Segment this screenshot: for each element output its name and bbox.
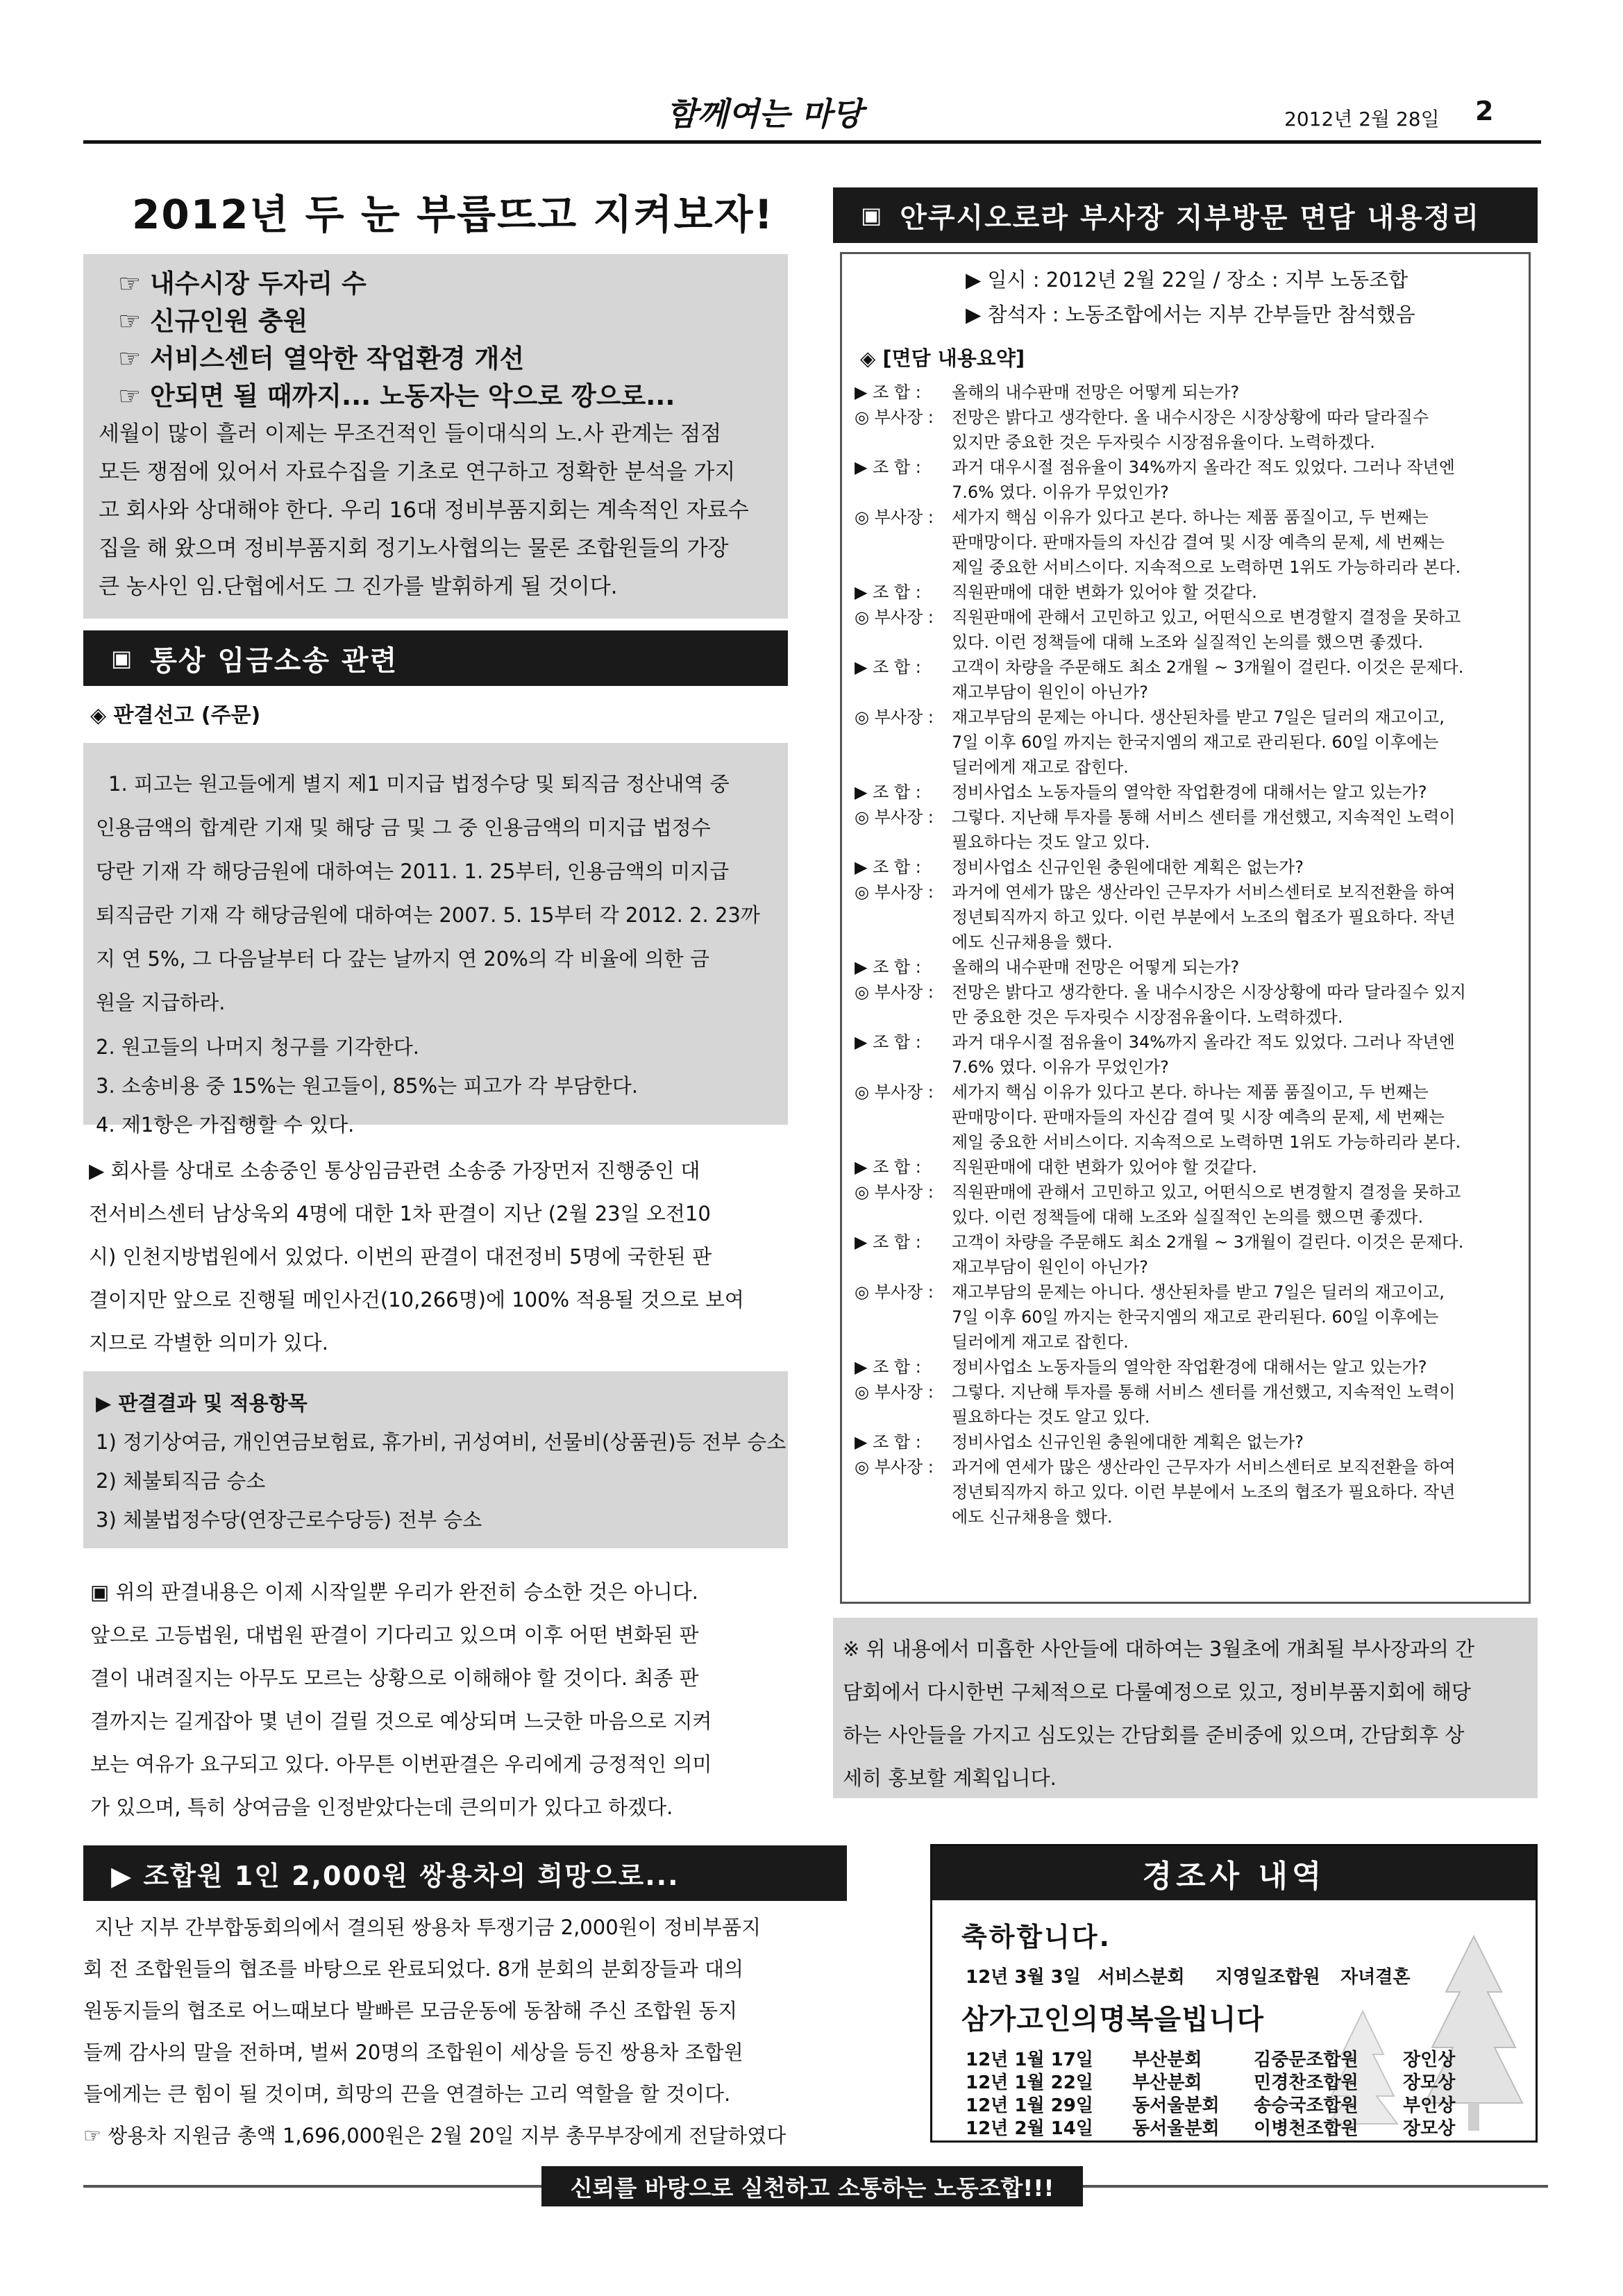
condolence-row xyxy=(966,2091,1455,2117)
event-date: 12년 1월 29일 xyxy=(966,2095,1093,2116)
qa-text xyxy=(952,655,1516,705)
goal-item: ☞ 안되면 될 때까지... 노동자는 악으로 깡으로... xyxy=(118,381,675,411)
qa-text xyxy=(952,380,1516,405)
qa-speaker: ▶ 조 합 : xyxy=(855,1232,921,1252)
event-type: 부인상 xyxy=(1403,2095,1456,2116)
qa-line: 에도 신규채용을 했다. xyxy=(952,932,1113,952)
qa-speaker: ▶ 조 합 : xyxy=(855,1157,921,1177)
event-date: 12년 2월 14일 xyxy=(966,2118,1093,2139)
text-line: 지므로 각별한 의미가 있다. xyxy=(89,1331,329,1355)
qa-text xyxy=(952,705,1516,780)
section-title: 통상 임금소송 관련 xyxy=(150,644,398,677)
qa-line: 정비사업소 노동자들의 열악한 작업환경에 대해서는 알고 있는가? xyxy=(952,1357,1427,1377)
qa-text xyxy=(952,980,1516,1030)
events-title: 경조사 내역 xyxy=(932,1846,1536,1900)
qa-text xyxy=(952,1455,1516,1530)
qa-text xyxy=(952,605,1516,655)
qa-line: 올해의 내수판매 전망은 어떻게 되는가? xyxy=(952,957,1240,977)
qa-text xyxy=(952,1355,1516,1380)
qa-line: 재고부담이 원인이 아닌가? xyxy=(952,682,1149,702)
qa-line: 7.6% 였다. 이유가 무었인가? xyxy=(952,483,1169,502)
qa-line: 고객이 차량을 주문해도 최소 2개월 ~ 3개월이 걸린다. 이것은 문제다. xyxy=(952,1232,1464,1252)
qa-speaker: ◎ 부사장 : xyxy=(855,1382,934,1402)
qa-line: 만 중요한 것은 두자릿수 시장점유율이다. 노력하겠다. xyxy=(952,1007,1343,1027)
qa-row xyxy=(855,1155,1516,1180)
interview-box xyxy=(840,252,1531,1604)
event-type: 장인상 xyxy=(1403,2050,1456,2070)
text-line: 시) 인천지방법원에서 있었다. 이번의 판결이 대전정비 5명에 국한된 판 xyxy=(89,1245,712,1268)
qa-text xyxy=(952,505,1516,580)
qa-text xyxy=(952,805,1516,855)
qa-speaker: ▶ 조 합 : xyxy=(855,857,921,877)
text-line: 결까지는 길게잡아 몇 년이 걸릴 것으로 예상되며 느긋한 마음으로 지켜 xyxy=(90,1709,712,1733)
text-line: 퇴직금란 기재 각 해당금원에 대하여는 2007. 5. 15부터 각 2012. 2. 23까 xyxy=(96,903,760,927)
events-box xyxy=(930,1844,1538,2143)
qa-line: 딜러에게 재고로 잡힌다. xyxy=(952,757,1129,777)
qa-speaker: ◎ 부사장 : xyxy=(855,1182,934,1202)
qa-row xyxy=(855,980,1516,1030)
qa-speaker: ▶ 조 합 : xyxy=(855,1032,921,1052)
congrats-row xyxy=(966,1963,1410,1988)
text-line: 가 있으며, 특히 상여금을 인정받았다는데 큰의미가 있다고 하겠다. xyxy=(90,1795,673,1819)
qa-line: 정비사업소 신규인원 충원에대한 계획은 없는가? xyxy=(952,1432,1304,1452)
text-line: 큰 농사인 임.단협에서도 그 진가를 발휘하게 될 것이다. xyxy=(99,574,618,599)
event-member: 지영일조합원 xyxy=(1216,1967,1320,1988)
qa-line: 그렇다. 지난해 투자를 통해 서비스 센터를 개선했고, 지속적인 노력이 xyxy=(952,807,1456,827)
text-line: 회 전 조합원들의 협조를 바탕으로 완료되었다. 8개 분회의 분회장들과 대의 xyxy=(83,1957,744,1981)
event-member: 김중문조합원 xyxy=(1254,2050,1359,2070)
qa-row xyxy=(855,505,1516,580)
qa-text xyxy=(952,1030,1516,1080)
qa-speaker: ◎ 부사장 : xyxy=(855,707,934,727)
qa-line: 정비사업소 노동자들의 열악한 작업환경에 대해서는 알고 있는가? xyxy=(952,782,1427,802)
judgment-box xyxy=(83,743,788,1137)
qa-speaker: ◎ 부사장 : xyxy=(855,1082,934,1102)
meta-line: ▶ 일시 : 2012년 2월 22일 / 장소 : 지부 노동조합 xyxy=(966,268,1408,292)
qa-row xyxy=(855,1430,1516,1455)
qa-row xyxy=(855,380,1516,405)
qa-speaker: ◎ 부사장 : xyxy=(855,508,934,527)
condolence-row xyxy=(966,2114,1455,2140)
qa-row xyxy=(855,705,1516,780)
qa-line: 세가지 핵심 이유가 있다고 본다. 하나는 제품 품질이고, 두 번째는 xyxy=(952,508,1429,527)
qa-text xyxy=(952,855,1516,880)
qa-line: 전망은 밝다고 생각한다. 올 내수시장은 시장상황에 따라 달라질수 있지 xyxy=(952,982,1466,1002)
qa-line: 제일 중요한 서비스이다. 지속적으로 노력하면 1위도 가능하리라 본다. xyxy=(952,558,1461,577)
qa-speaker: ◎ 부사장 : xyxy=(855,807,934,827)
text-line: 원을 지급하라. xyxy=(96,991,226,1014)
qa-row xyxy=(855,1230,1516,1280)
qa-speaker: ▶ 조 합 : xyxy=(855,583,921,602)
text-line: 인용금액의 합계란 기재 및 해당 금 및 그 중 인용금액의 미지급 법정수 xyxy=(96,816,711,839)
qa-line: 고객이 차량을 주문해도 최소 2개월 ~ 3개월이 걸린다. 이것은 문제다. xyxy=(952,657,1464,677)
goal-item: ☞ 서비스센터 열악한 작업환경 개선 xyxy=(118,344,525,374)
qa-line: 직원판매에 대한 변화가 있어야 할 것같다. xyxy=(952,583,1257,602)
event-type: 장모상 xyxy=(1403,2118,1456,2139)
qa-row xyxy=(855,1030,1516,1080)
footer-slogan: 신뢰를 바탕으로 실천하고 소통하는 노동조합!!! xyxy=(541,2166,1083,2206)
section-bar-ssangyong xyxy=(83,1845,847,1901)
event-member: 이병천조합원 xyxy=(1254,2118,1359,2139)
judgment-paragraph xyxy=(96,762,775,1025)
text-line: 전서비스센터 남상욱외 4명에 대한 1차 판결이 지난 (2월 23일 오전10 xyxy=(89,1202,711,1225)
condolence-row xyxy=(966,2068,1455,2094)
text-line: 앞으로 고등법원, 대법원 판결이 기다리고 있으며 이후 어떤 변화된 판 xyxy=(90,1623,699,1647)
qa-line: 재고부담이 원인이 아닌가? xyxy=(952,1257,1149,1277)
text-line: 하는 사안들을 가지고 심도있는 간담회를 준비중에 있으며, 간담회후 상 xyxy=(843,1723,1465,1747)
event-branch: 동서울분회 xyxy=(1132,2118,1220,2139)
text-line: ※ 위 내용에서 미흡한 사안들에 대하여는 3월초에 개최될 부사장과의 간 xyxy=(843,1637,1475,1661)
event-date: 12년 3월 3일 xyxy=(966,1967,1081,1988)
meta-line: ▶ 참석자 : 노동조합에서는 지부 간부들만 참석했음 xyxy=(966,303,1415,326)
text-line: 보는 여유가 요구되고 있다. 아무튼 이번판결은 우리에게 긍정적인 의미 xyxy=(90,1752,712,1776)
congrats-heading: 축하합니다. xyxy=(961,1922,1111,1952)
section-bar-interview xyxy=(833,187,1538,243)
issue-date: 2012년 2월 28일 xyxy=(1284,108,1440,131)
qa-line: 직원판매에 관해서 고민하고 있고, 어떤식으로 변경할지 결정을 못하고 xyxy=(952,607,1461,627)
qa-speaker: ▶ 조 합 : xyxy=(855,1432,921,1452)
text-line: 결이지만 앞으로 진행될 메인사건(10,266명)에 100% 적용될 것으로 보여 xyxy=(89,1288,744,1312)
condolence-row xyxy=(966,2045,1455,2071)
qa-line: 제일 중요한 서비스이다. 지속적으로 노력하면 1위도 가능하리라 본다. xyxy=(952,1132,1461,1152)
square-icon: ▣ xyxy=(861,202,884,228)
goals-box xyxy=(83,254,788,619)
goal-item: ☞ 내수시장 두자리 수 xyxy=(118,269,367,299)
qa-speaker: ▶ 조 합 : xyxy=(855,657,921,677)
text-line: 2. 원고들의 나머지 청구를 기각한다. xyxy=(96,1035,419,1059)
qa-line: 직원판매에 대한 변화가 있어야 할 것같다. xyxy=(952,1157,1257,1177)
result-box xyxy=(83,1371,788,1548)
qa-speaker: ◎ 부사장 : xyxy=(855,1457,934,1477)
qa-text xyxy=(952,1080,1516,1155)
qa-line: 있다. 이런 정책들에 대해 노조와 실질적인 논의를 했으면 좋겠다. xyxy=(952,1207,1424,1227)
qa-speaker: ◎ 부사장 : xyxy=(855,1282,934,1302)
section-bar-wage-lawsuit xyxy=(83,630,788,686)
text-line: 집을 해 왔으며 정비부품지회 정기노사협의는 물론 조합원들의 가장 xyxy=(99,536,729,561)
qa-line: 있지만 중요한 것은 두자릿수 시장점유율이다. 노력하겠다. xyxy=(952,433,1375,452)
qa-line: 판매망이다. 판매자들의 자신감 결여 및 시장 예측의 문제, 세 번째는 xyxy=(952,533,1445,552)
qa-text xyxy=(952,405,1516,455)
qa-text xyxy=(952,780,1516,805)
qa-speaker: ▶ 조 합 : xyxy=(855,957,921,977)
result-title: ▶ 판결결과 및 적용항목 xyxy=(96,1391,308,1415)
judgment-label: ◈ 판결선고 (주문) xyxy=(90,703,261,728)
result-item: 3) 체불법정수당(연장근로수당등) 전부 승소 xyxy=(96,1508,482,1532)
text-line: 들에게는 큰 힘이 될 것이며, 희망의 끈을 연결하는 고리 역할을 할 것이다. xyxy=(83,2082,731,2106)
text-line: 세월이 많이 흘러 이제는 무조건적인 들이대식의 노.사 관계는 점점 xyxy=(99,421,722,446)
qa-line: 전망은 밝다고 생각한다. 올 내수시장은 시장상황에 따라 달라질수 xyxy=(952,408,1429,427)
qa-text xyxy=(952,1180,1516,1230)
qa-line: 필요하다는 것도 알고 있다. xyxy=(952,832,1150,852)
intro-paragraph xyxy=(99,415,773,606)
text-line: 세히 홍보할 계획입니다. xyxy=(843,1766,1057,1790)
text-line: 담회에서 다시한번 구체적으로 다룰예정으로 있고, 정비부품지회에 해당 xyxy=(843,1680,1471,1704)
section-title: ▶ 조합원 1인 2,000원 쌍용차의 희망으로... xyxy=(111,1860,680,1891)
qa-line: 딜러에게 재고로 잡힌다. xyxy=(952,1332,1129,1352)
event-type: 장모상 xyxy=(1403,2072,1456,2093)
event-date: 12년 1월 17일 xyxy=(966,2050,1093,2070)
text-line: 지난 지부 간부합동회의에서 결의된 쌍용차 투쟁기금 2,000원이 정비부품지 xyxy=(94,1916,761,1939)
qa-speaker: ▶ 조 합 : xyxy=(855,1357,921,1377)
qa-line: 7.6% 였다. 이유가 무었인가? xyxy=(952,1057,1169,1077)
event-branch: 부산분회 xyxy=(1132,2050,1202,2070)
section-title: 안쿠시오로라 부사장 지부방문 면담 내용정리 xyxy=(900,201,1481,234)
text-line: ☞ 쌍용차 지원금 총액 1,696,000원은 2월 20일 지부 총무부장에게 전달하였다 xyxy=(83,2124,787,2147)
qa-row xyxy=(855,1080,1516,1155)
qa-text xyxy=(952,1430,1516,1455)
qa-line: 정년퇴직까지 하고 있다. 이런 부분에서 노조의 협조가 필요하다. 작년 xyxy=(952,907,1456,927)
qa-text xyxy=(952,455,1516,505)
text-line: 결이 내려질지는 아무도 모르는 상황으로 이해해야 할 것이다. 최종 판 xyxy=(90,1666,699,1690)
qa-row xyxy=(855,605,1516,655)
result-item: 1) 정기상여금, 개인연금보험료, 휴가비, 귀성여비, 선물비(상품권)등 전부 승소 xyxy=(96,1430,787,1454)
interview-note xyxy=(833,1618,1538,1798)
closing-paragraph xyxy=(90,1570,791,1829)
qa-line: 그렇다. 지난해 투자를 통해 서비스 센터를 개선했고, 지속적인 노력이 xyxy=(952,1382,1456,1402)
text-line: 모든 쟁점에 있어서 자료수집을 기초로 연구하고 정확한 분석을 가지 xyxy=(99,460,736,485)
qa-speaker: ◎ 부사장 : xyxy=(855,408,934,427)
qa-row xyxy=(855,1455,1516,1530)
qa-line: 과거 대우시절 점유율이 34%까지 올라간 적도 있었다. 그러나 작년엔 xyxy=(952,458,1455,477)
qa-text xyxy=(952,880,1516,955)
condolence-heading: 삼가고인의명복을빕니다 xyxy=(961,2004,1265,2036)
qa-line: 7일 이후 60일 까지는 한국지엠의 재고로 관리된다. 60일 이후에는 xyxy=(952,732,1439,752)
header-rule xyxy=(83,140,1541,144)
goal-item: ☞ 신규인원 충원 xyxy=(118,306,308,336)
text-line: 1. 피고는 원고들에게 별지 제1 미지급 법정수당 및 퇴직금 정산내역 중 xyxy=(108,772,730,796)
judgment-rest xyxy=(96,1028,775,1144)
qa-line: 재고부담의 문제는 아니다. 생산된차를 받고 7일은 딜러의 재고이고, xyxy=(952,1282,1445,1302)
qa-line: 세가지 핵심 이유가 있다고 본다. 하나는 제품 품질이고, 두 번째는 xyxy=(952,1082,1429,1102)
qa-line: 과거 대우시절 점유율이 34%까지 올라간 적도 있었다. 그러나 작년엔 xyxy=(952,1032,1455,1052)
qa-line: 올해의 내수판매 전망은 어떻게 되는가? xyxy=(952,383,1240,402)
qa-row xyxy=(855,1355,1516,1380)
ssangyong-paragraph xyxy=(83,1907,854,2156)
qa-row xyxy=(855,880,1516,955)
interview-meta xyxy=(855,262,1516,332)
qa-row xyxy=(855,1380,1516,1430)
qa-row xyxy=(855,405,1516,455)
summary-label: ◈ [면담 내용요약] xyxy=(860,346,1025,370)
qa-text xyxy=(952,1155,1516,1180)
qa-text xyxy=(952,955,1516,980)
newsletter-title: 함께여는 마당 xyxy=(666,95,863,133)
text-line: 고 회사와 상대해야 한다. 우리 16대 정비부품지회는 계속적인 자료수 xyxy=(99,498,749,523)
qa-line: 판매망이다. 판매자들의 자신감 결여 및 시장 예측의 문제, 세 번째는 xyxy=(952,1107,1445,1127)
qa-speaker: ▶ 조 합 : xyxy=(855,383,921,402)
qa-row xyxy=(855,655,1516,705)
qa-speaker: ◎ 부사장 : xyxy=(855,607,934,627)
qa-row xyxy=(855,1180,1516,1230)
qa-line: 에도 신규채용을 했다. xyxy=(952,1507,1113,1527)
qa-speaker: ▶ 조 합 : xyxy=(855,782,921,802)
qa-line: 재고부담의 문제는 아니다. 생산된차를 받고 7일은 딜러의 재고이고, xyxy=(952,707,1445,727)
result-item: 2) 체불퇴직금 승소 xyxy=(96,1469,266,1493)
qa-speaker: ◎ 부사장 : xyxy=(855,882,934,902)
qa-row xyxy=(855,955,1516,980)
qa-row xyxy=(855,580,1516,605)
event-type: 자녀결혼 xyxy=(1340,1967,1411,1988)
lawsuit-paragraph xyxy=(89,1149,790,1364)
qa-row xyxy=(855,805,1516,855)
qa-speaker: ▶ 조 합 : xyxy=(855,458,921,477)
event-branch: 동서울분회 xyxy=(1132,2095,1220,2116)
qa-line: 있다. 이런 정책들에 대해 노조와 실질적인 논의를 했으면 좋겠다. xyxy=(952,632,1424,652)
qa-line: 정비사업소 신규인원 충원에대한 계획은 없는가? xyxy=(952,857,1304,877)
qa-row xyxy=(855,780,1516,805)
qa-line: 필요하다는 것도 알고 있다. xyxy=(952,1407,1150,1427)
text-line: 원동지들의 협조로 어느때보다 발빠른 모금운동에 동참해 주신 조합원 동지 xyxy=(83,1999,738,2022)
text-line: 3. 소송비용 중 15%는 원고들이, 85%는 피고가 각 부담한다. xyxy=(96,1074,639,1098)
text-line: 당란 기재 각 해당금원에 대하여는 2011. 1. 25부터, 인용금액의 미지급 xyxy=(96,860,730,883)
qa-row xyxy=(855,455,1516,505)
main-headline: 2012년 두 눈 부릅뜨고 지켜보자! xyxy=(132,191,774,238)
qa-line: 7일 이후 60일 까지는 한국지엠의 재고로 관리된다. 60일 이후에는 xyxy=(952,1307,1439,1327)
event-branch: 부산분회 xyxy=(1132,2072,1202,2093)
qa-row xyxy=(855,1280,1516,1355)
event-member: 민경찬조합원 xyxy=(1254,2072,1359,2093)
square-icon: ▣ xyxy=(111,645,134,671)
text-line: ▶ 회사를 상대로 소송중인 통상임금관련 소송중 가장먼저 진행중인 대 xyxy=(89,1159,700,1182)
page-number: 2 xyxy=(1475,96,1494,126)
text-line: 들께 감사의 말을 전하며, 벌써 20명의 조합원이 세상을 등진 쌍용차 조합원 xyxy=(83,2041,743,2064)
text-line: 4. 제1항은 가집행할 수 있다. xyxy=(96,1113,355,1137)
qa-line: 직원판매에 관해서 고민하고 있고, 어떤식으로 변경할지 결정을 못하고 xyxy=(952,1182,1461,1202)
qa-list xyxy=(855,380,1516,1530)
qa-text xyxy=(952,1380,1516,1430)
event-branch: 서비스분회 xyxy=(1098,1967,1185,1988)
event-date: 12년 1월 22일 xyxy=(966,2072,1093,2093)
qa-line: 정년퇴직까지 하고 있다. 이런 부분에서 노조의 협조가 필요하다. 작년 xyxy=(952,1482,1456,1502)
qa-row xyxy=(855,855,1516,880)
qa-text xyxy=(952,1280,1516,1355)
qa-speaker: ◎ 부사장 : xyxy=(855,982,934,1002)
qa-text xyxy=(952,580,1516,605)
event-member: 송승국조합원 xyxy=(1254,2095,1359,2116)
text-line: ▣ 위의 판결내용은 이제 시작일뿐 우리가 완전히 승소한 것은 아니다. xyxy=(90,1580,698,1604)
qa-line: 과거에 연세가 많은 생산라인 근무자가 서비스센터로 보직전환을 하여 xyxy=(952,882,1456,902)
qa-text xyxy=(952,1230,1516,1280)
text-line: 지 연 5%, 그 다음날부터 다 갚는 날까지 연 20%의 각 비율에 의한 금 xyxy=(96,947,709,971)
qa-line: 과거에 연세가 많은 생산라인 근무자가 서비스센터로 보직전환을 하여 xyxy=(952,1457,1456,1477)
